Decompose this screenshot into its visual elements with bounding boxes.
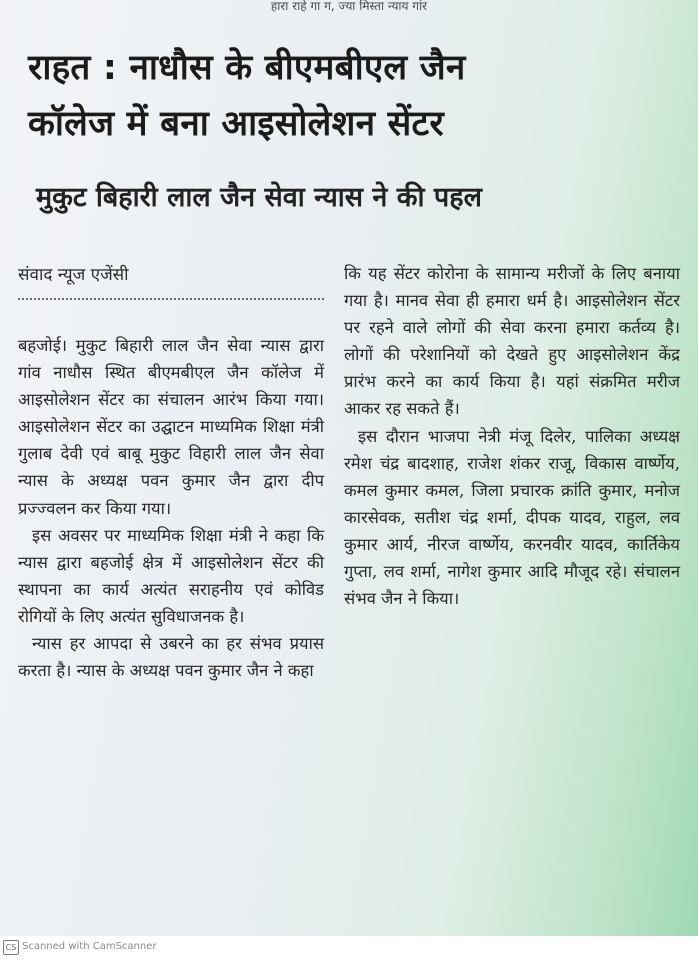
byline: संवाद न्यूज एजेंसी: [18, 265, 129, 285]
article-column-right: [344, 260, 680, 612]
paragraph: इस दौरान भाजपा नेत्री मंजू दिलेर, पालिका अध्यक्ष रमेश चंद्र बादशाह, राजेश शंकर राजू, विकास वार्ष्णेय, कमल कुमार कमल, जिला प्रचारक क्रांति कुमार, मनोज कारसेवक, सतीश चंद्र शर्मा, दीपक यादव, राहुल, लव कुमार आर्य, नीरज वार्ष्णेय, करनवीर यादव, कार्तिकेय गुप्ता, लव शर्मा, नागेश कुमार आदि मौजूद रहे। संचालन संभव जैन ने किया।: [344, 426, 680, 609]
headline-line-2: कॉलेज में बना आइसोलेशन सेंटर: [28, 104, 444, 144]
cut-off-top-text: हारा राहे गा ग, ज्या मिस्ता न्याय गांर: [270, 0, 428, 13]
article-column-left: [18, 332, 324, 684]
headline-line-1: राहत : नाधौस के बीएमबीएल जैन: [28, 48, 466, 88]
paragraph: न्यास हर आपदा से उबरने का हर संभव प्रयास करता है। न्यास के अध्यक्ष पवन कुमार जैन ने कहा: [18, 634, 324, 681]
paragraph: कि यह सेंटर कोरोना के सामान्य मरीजों के लिए बनाया गया है। मानव सेवा ही हमारा धर्म है। आइसोलेशन सेंटर पर रहने वाले लोगों की सेवा करना हमारा कर्तव्य है। लोगों की परेशानियों को देखते हुए आइसोलेशन केंद्र प्रारंभ करने का कार्य किया है। यहां संक्रमित मरीज आकर रह सकते हैं।: [344, 264, 680, 419]
scanner-watermark: Scanned with CamScanner: [22, 941, 157, 952]
headline: [28, 40, 678, 152]
byline-divider: [18, 298, 324, 300]
paragraph: बहजोई। मुकुट बिहारी लाल जैन सेवा न्यास द्वारा गांव नाधौस स्थित बीएमबीएल जैन कॉलेज में आइसोलेशन सेंटर का संचालन आरंभ किया गया। आइसोलेशन सेंटर का उद्घाटन माध्यमिक शिक्षा मंत्री गुलाब देवी एवं बाबू मुकुट विहारी लाल जैन सेवा न्यास के अध्यक्ष पवन कुमार जैन द्वारा दीप प्रज्ज्वलन कर किया गया।: [18, 336, 324, 518]
subheadline: मुकुट बिहारी लाल जैन सेवा न्यास ने की पहल: [36, 182, 482, 213]
paragraph: इस अवसर पर माध्यमिक शिक्षा मंत्री ने कहा कि न्यास द्वारा बहजोई क्षेत्र में आइसोलेशन सेंटर की स्थापना का कार्य अत्यंत सराहनीय एवं कोविड रोगियों के लिए अत्यंत सुविधाजनक है।: [18, 525, 324, 626]
camscanner-logo-icon: CS: [3, 940, 19, 955]
